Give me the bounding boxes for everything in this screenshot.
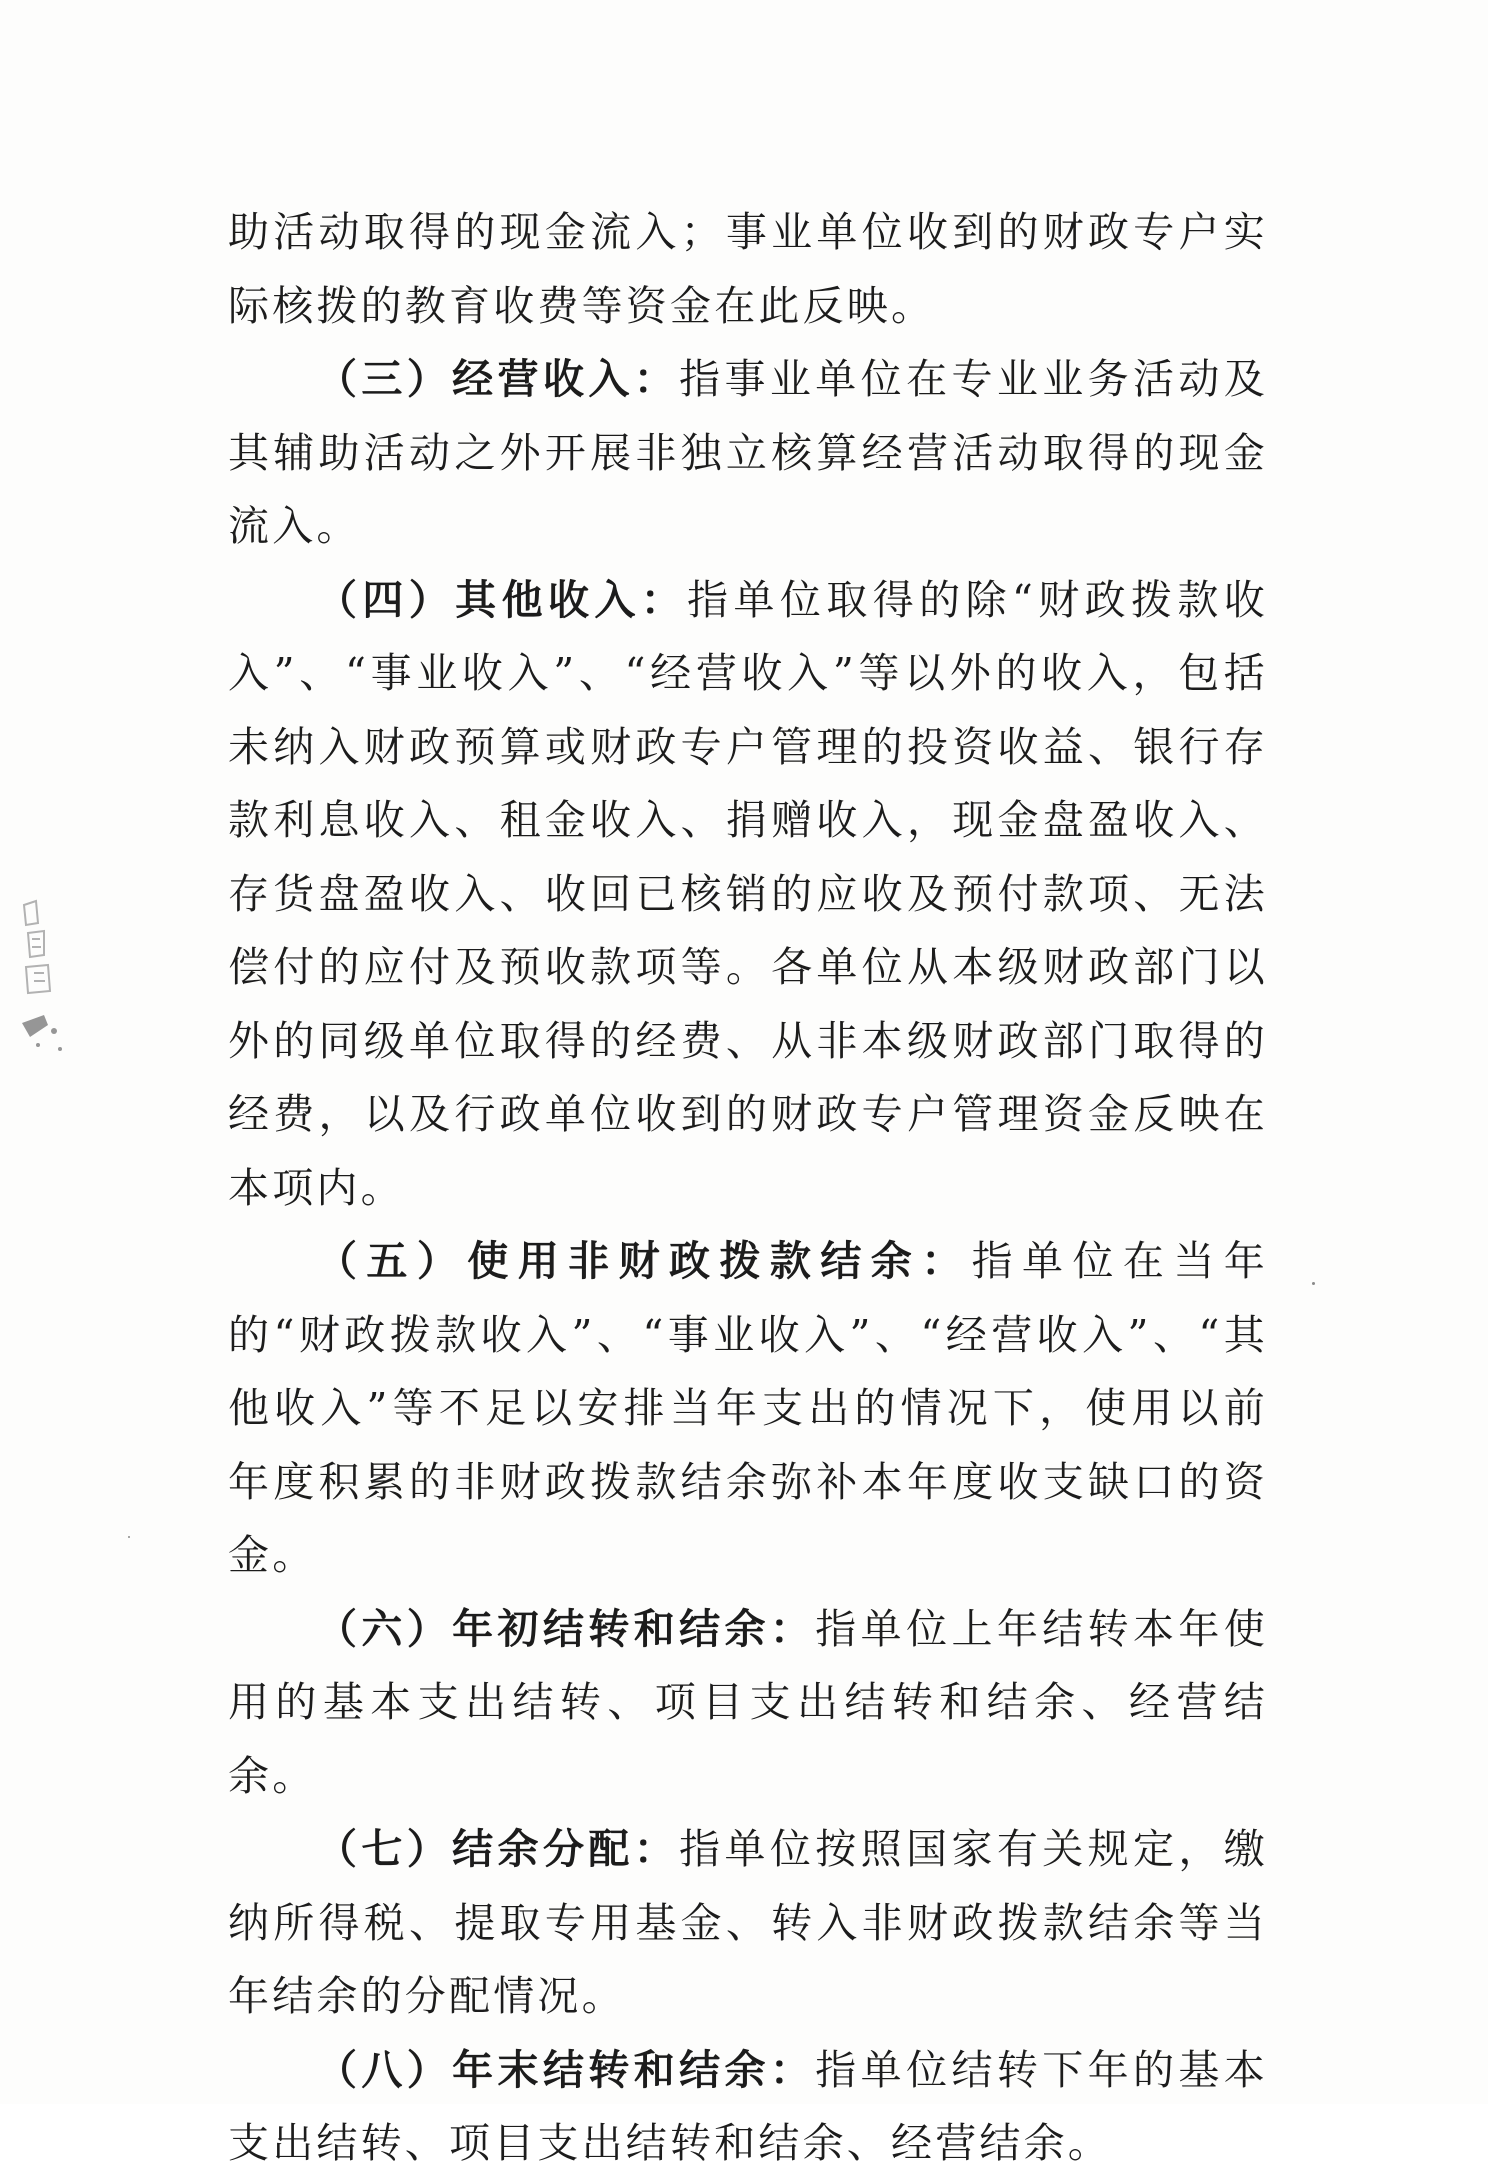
scan-speck [1312,1282,1315,1285]
section-body: 指单位在当年的“财政拨款收入”、“事业收入”、“经营收入”、“其他收入”等不足以安排当年支出的情况下，使用以前年度积累的非财政拨款结余弥补本年度收支缺口的资金。 [228,1237,1268,1579]
section-heading: （七）结余分配： [316,1825,680,1873]
section-body: 指单位按照国家有关规定，缴纳所得税、提取专用基金、转入非财政拨款结余等当年结余的分配情况。 [228,1825,1268,2020]
lead-paragraph [228,196,1268,343]
section-body: 指单位上年结转本年使用的基本支出结转、项目支出结转和结余、经营结余。 [228,1604,1269,1800]
section-business-income [228,343,1268,564]
section-body: 指单位取得的除“财政拨款收入”、“事业收入”、“经营收入”等以外的收入，包括未纳入财政预算或财政专户管理的投资收益、银行存款利息收入、租金收入、捐赠收入，现金盘盈收入、存货盘盈收入、收回已核销的应收及预付款项、无法偿付的应付及预收款项等。各单位从本级财政部门以外的同级单位取得的经费、从非本级财政部门取得的经费，以及行政单位收到的财政专户管理资金反映在本项内。 [228,575,1268,1212]
section-other-income [228,564,1268,1226]
section-surplus-distribution [228,1813,1268,2034]
document-body [228,196,1268,2181]
section-heading: （八）年末结转和结余： [316,2045,816,2094]
section-heading: （六）年初结转和结余： [316,1604,816,1653]
seal-stamp-fragment [14,895,72,1075]
section-closing-carryover [228,2034,1268,2181]
section-heading: （三）经营收入： [316,355,680,403]
section-heading: （四）其他收入： [316,575,688,624]
section-heading: （五）使用非财政拨款结余： [316,1237,972,1285]
section-non-fiscal-surplus [228,1225,1268,1593]
section-body: 指事业单位在专业业务活动及其辅助活动之外开展非独立核算经营活动取得的现金流入。 [228,355,1268,550]
scan-speck [128,1536,130,1538]
lead-paragraph-text: 助活动取得的现金流入；事业单位收到的财政专户实际核拨的教育收费等资金在此反映。 [228,208,1268,330]
section-opening-carryover [228,1593,1268,1814]
section-body: 指单位结转下年的基本支出结转、项目支出结转和结余、经营结余。 [228,2045,1269,2167]
